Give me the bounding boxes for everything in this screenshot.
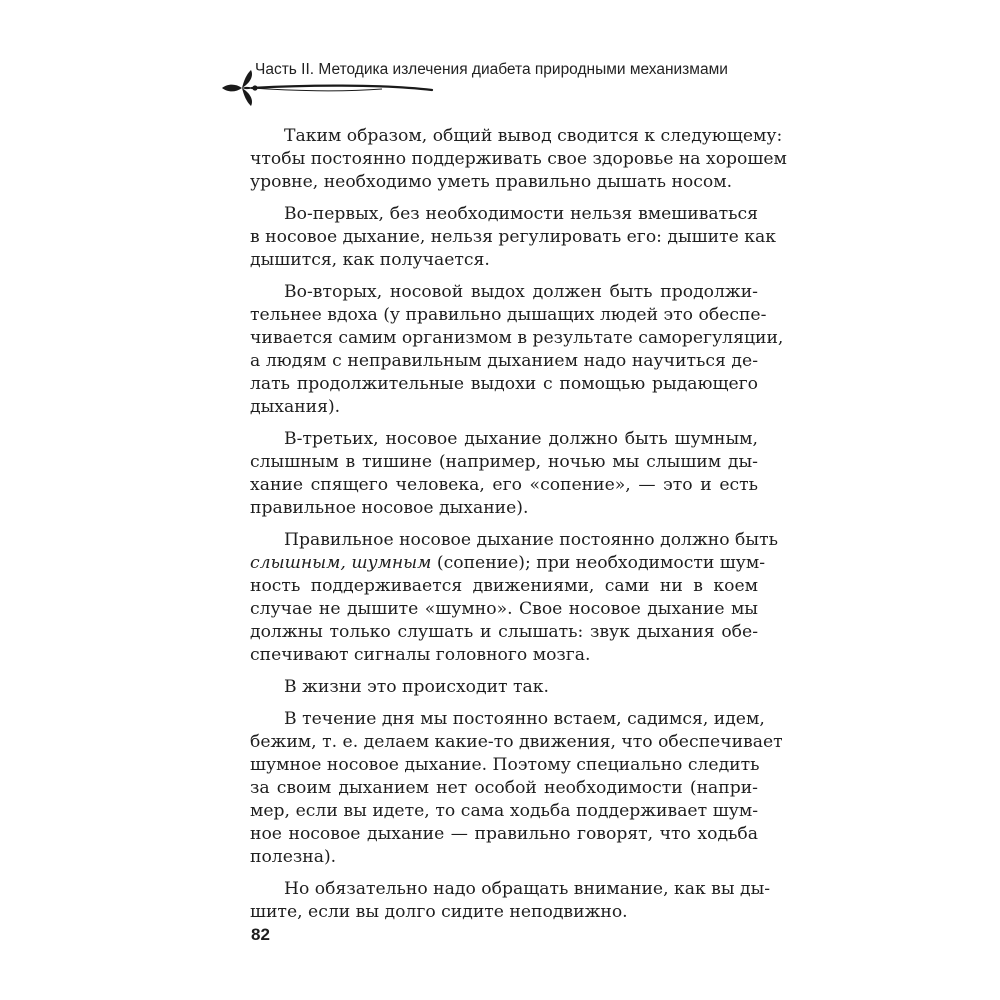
body-line-mixed [250, 552, 766, 575]
body-line: спечивают сигналы головного мозга. [250, 645, 591, 665]
body-line: В-третьих, носовое дыхание должно быть шумным, [284, 429, 758, 449]
body-line: лать продолжительные выдохи с помощью рыдающего [250, 374, 758, 394]
body-line: ное носовое дыхание — правильно говорят, что ходьба [250, 824, 758, 844]
body-line: Во-первых, без необходимости нельзя вмешиваться [284, 204, 758, 224]
body-line: Таким образом, общий вывод сводится к следующему: [284, 126, 783, 146]
leaf-flourish-ornament [222, 68, 434, 108]
body-line: Во-вторых, носовой выдох должен быть продолжи- [284, 282, 758, 302]
body-line: тельнее вдоха (у правильно дышащих людей это обеспе- [250, 305, 767, 325]
body-line: шумное носовое дыхание. Поэтому специально следить [250, 755, 760, 775]
body-line: хание спящего человека, его «сопение», — это и есть [250, 475, 758, 495]
body-line: а людям с неправильным дыханием надо научиться де- [250, 351, 758, 371]
page-number: 82 [251, 925, 270, 944]
body-line: случае не дышите «шумно». Свое носовое дыхание мы [250, 599, 758, 619]
body-line: в носовое дыхание, нельзя регулировать его: дышите как [250, 227, 776, 247]
body-line: слышным в тишине (например, ночью мы слышим ды- [250, 452, 758, 472]
body-line: полезна). [250, 847, 337, 867]
body-line: В течение дня мы постоянно встаем, садимся, идем, [284, 709, 765, 729]
body-line: Но обязательно надо обращать внимание, как вы ды- [284, 879, 771, 899]
body-line: уровне, необходимо уметь правильно дышать носом. [250, 172, 733, 192]
body-line: правильное носовое дыхание). [250, 498, 529, 518]
body-line: чтобы постоянно поддерживать свое здоровье на хорошем [250, 149, 787, 169]
body-line-rest: (сопение); при необходимости шум- [431, 553, 766, 573]
body-text [250, 125, 787, 924]
body-line: ность поддерживается движениями, сами ни в коем [250, 576, 758, 596]
body-line: чивается самим организмом в результате саморегуляции, [250, 328, 784, 348]
body-line: должны только слушать и слышать: звук дыхания обе- [250, 622, 758, 642]
body-line: В жизни это происходит так. [284, 677, 549, 697]
body-line: шите, если вы долго сидите неподвижно. [250, 902, 628, 922]
body-line: дыхания). [250, 397, 341, 417]
running-header-title: Часть II. Методика излечения диабета природными механизмами [255, 61, 728, 78]
body-line: дышится, как получается. [250, 250, 490, 270]
body-line: бежим, т. е. делаем какие-то движения, что обеспечивает [250, 732, 783, 752]
body-line: за своим дыханием нет особой необходимости (напри- [250, 778, 758, 798]
body-line: мер, если вы идете, то сама ходьба поддерживает шум- [250, 801, 758, 821]
italic-emphasis: слышным, шумным [250, 553, 432, 573]
body-line: Правильное носовое дыхание постоянно должно быть [284, 530, 778, 550]
